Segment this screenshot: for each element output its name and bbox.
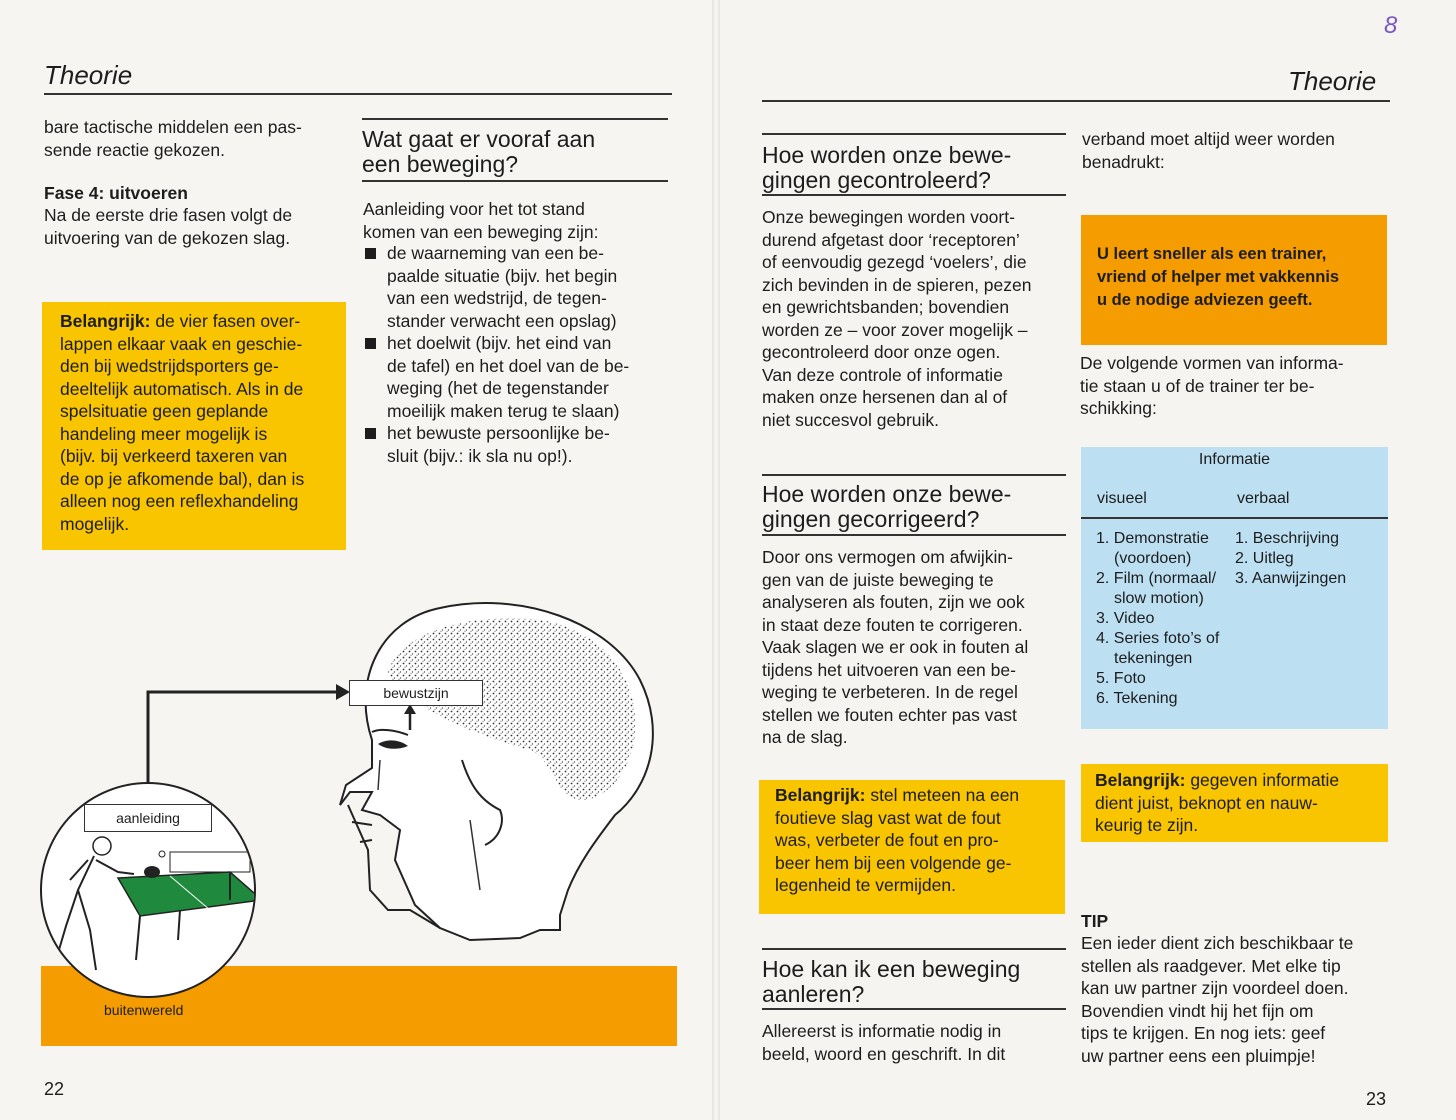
ball-icon bbox=[159, 851, 165, 857]
list-line: weging (het de tegenstander bbox=[387, 378, 609, 398]
after-orange-text bbox=[1080, 352, 1392, 420]
s1-bottom-rule bbox=[762, 194, 1066, 196]
s1-line: of eenvoudig gezegd ‘voelers’, die bbox=[762, 252, 1027, 272]
paddle-icon bbox=[144, 866, 160, 878]
visual-item: slow motion) bbox=[1114, 590, 1204, 607]
mouth bbox=[352, 822, 372, 842]
important-box bbox=[42, 302, 346, 550]
s1-title-line: gingen gecontroleerd? bbox=[762, 167, 991, 193]
intro-line: bare tactische middelen een pas- bbox=[44, 117, 302, 137]
outside-world-label: buitenwereld bbox=[104, 1002, 184, 1018]
list-line: het doelwit (bijv. het eind van bbox=[387, 333, 612, 353]
list-item bbox=[363, 242, 673, 332]
s1-line: maken onze hersenen dan al of bbox=[762, 387, 1008, 407]
verbal-list bbox=[1235, 529, 1346, 589]
tip-body bbox=[1081, 932, 1411, 1067]
important-line bbox=[775, 784, 1065, 807]
s2-line: na de slag. bbox=[762, 727, 848, 747]
tip-line: stellen als raadgever. Met elke tip bbox=[1081, 955, 1341, 976]
important-line: keurig te zijn. bbox=[1095, 815, 1199, 835]
header-rule bbox=[762, 100, 1390, 102]
list-line: moeilijk maken terug te slaan) bbox=[387, 400, 620, 421]
player-head bbox=[93, 837, 111, 855]
list-line: de waarneming van een be- bbox=[387, 243, 604, 263]
tip-line: tips te krijgen. En nog iets: geef bbox=[1081, 1023, 1326, 1043]
tip-line: kan uw partner zijn voordeel doen. bbox=[1081, 978, 1349, 998]
consciousness-label: bewustzijn bbox=[349, 680, 483, 706]
s2-title bbox=[762, 482, 1072, 532]
info-table-title: Informatie bbox=[1198, 451, 1271, 468]
after-orange-line: schikking: bbox=[1080, 398, 1157, 418]
intro-text bbox=[44, 116, 344, 161]
s2-line: Door ons vermogen om afwijkin- bbox=[762, 547, 1013, 567]
page-number: 23 bbox=[1366, 1089, 1387, 1109]
s3-body bbox=[762, 1020, 1072, 1065]
col2-intro bbox=[1082, 128, 1392, 173]
s1-body bbox=[762, 206, 1072, 431]
page-number: 22 bbox=[44, 1079, 65, 1099]
important-line: handeling meer mogelijk is bbox=[60, 423, 268, 444]
trigger-list bbox=[363, 242, 673, 467]
col2-line: verband moet altijd weer worden bbox=[1082, 129, 1335, 149]
list-item bbox=[363, 422, 673, 467]
tip-orange-box bbox=[1081, 215, 1387, 345]
left-page bbox=[0, 0, 714, 1120]
important-line bbox=[1095, 769, 1388, 792]
list-line: van een wedstrijd, de tegen- bbox=[387, 288, 607, 308]
section-top-rule bbox=[362, 118, 668, 120]
section-title bbox=[362, 127, 672, 177]
tip-line: Een ieder dient zich beschikbaar te bbox=[1081, 933, 1354, 953]
verbal-item: 2. Uitleg bbox=[1235, 550, 1294, 567]
important-text: gegeven informatie bbox=[1185, 770, 1340, 790]
important-line: spelsituatie geen geplande bbox=[60, 401, 269, 421]
s2-line: analyseren als fouten, zijn we ook bbox=[762, 592, 1025, 612]
visual-list bbox=[1096, 529, 1219, 709]
tip-title: TIP bbox=[1081, 911, 1109, 931]
important-line: beer hem bij een volgende ge- bbox=[775, 852, 1012, 873]
visual-item: 6. Tekening bbox=[1096, 690, 1178, 707]
s1-line: worden ze – voor zover mogelijk – bbox=[762, 319, 1028, 340]
important-label: Belangrijk: bbox=[1095, 770, 1186, 790]
fase4-title: Fase 4: uitvoeren bbox=[44, 183, 188, 203]
important-label: Belangrijk: bbox=[60, 311, 151, 331]
list-item bbox=[363, 332, 673, 422]
after-orange-line: De volgende vormen van informa- bbox=[1080, 353, 1344, 373]
s3-top-rule bbox=[762, 948, 1066, 950]
important-text: stel meteen na een bbox=[865, 785, 1020, 805]
important-line: de op je afkomende bal), dan is bbox=[60, 468, 305, 489]
important-line: deeltelijk automatisch. Als in de bbox=[60, 378, 304, 399]
s1-line: niet succesvol gebruik. bbox=[762, 409, 940, 430]
s2-line: gen van de juiste beweging te bbox=[762, 569, 994, 590]
visual-item: tekeningen bbox=[1114, 650, 1193, 667]
left-running-header: Theorie bbox=[44, 60, 133, 90]
important-line: lappen elkaar vaak en geschie- bbox=[60, 333, 303, 354]
orange-line: vriend of helper met vakkennis bbox=[1097, 268, 1340, 286]
info-table bbox=[1081, 447, 1388, 729]
important-box-2 bbox=[1081, 764, 1388, 842]
section-intro-line: komen van een beweging zijn: bbox=[363, 221, 599, 242]
fase4-line: Na de eerste drie fasen volgt de bbox=[44, 205, 293, 225]
list-line: stander verwacht een opslag) bbox=[387, 310, 617, 331]
visual-item: (voordoen) bbox=[1114, 550, 1192, 567]
important-line: dient juist, beknopt en nauw- bbox=[1095, 792, 1318, 813]
important-line: alleen nog een reflexhandeling bbox=[60, 491, 299, 511]
s2-top-rule bbox=[762, 474, 1066, 476]
s3-title-line: aanleren? bbox=[762, 981, 865, 1007]
col2-line: benadrukt: bbox=[1082, 151, 1165, 172]
arrow-head bbox=[336, 684, 350, 700]
section-title-line: Wat gaat er vooraf aan bbox=[362, 126, 596, 152]
important-line: den bij wedstrijdsporters ge- bbox=[60, 356, 279, 376]
fase4-body bbox=[44, 204, 344, 249]
s2-line: in staat deze fouten te corrigeren. bbox=[762, 614, 1023, 635]
trigger-label: aanleiding bbox=[84, 804, 212, 832]
s3-title-line: Hoe kan ik een beweging bbox=[762, 956, 1021, 982]
important-line bbox=[60, 310, 346, 333]
s3-line: Allereerst is informatie nodig in bbox=[762, 1021, 1002, 1041]
important-line: (bijv. bij verkeerd taxeren van bbox=[60, 446, 288, 466]
tip-line: Bovendien vindt hij het fijn om bbox=[1081, 1000, 1314, 1021]
visual-item: 5. Foto bbox=[1096, 670, 1146, 687]
verbal-item: 1. Beschrijving bbox=[1235, 530, 1340, 547]
s3-line: beeld, woord en geschrift. In dit bbox=[762, 1043, 1006, 1064]
important-label: Belangrijk: bbox=[775, 785, 866, 805]
s1-line: Van deze controle of informatie bbox=[762, 364, 1003, 385]
s1-line: en gewrichtsbanden; bovendien bbox=[762, 297, 1010, 317]
s1-line: Onze bewegingen worden voort- bbox=[762, 207, 1015, 227]
s2-line: stellen we fouten echter pas vast bbox=[762, 704, 1017, 725]
section-intro bbox=[363, 198, 673, 243]
list-line: paalde situatie (bijv. het begin bbox=[387, 265, 618, 286]
important-line: was, verbeter de fout en pro- bbox=[775, 830, 999, 850]
intro-line: sende reactie gekozen. bbox=[44, 139, 225, 160]
right-page bbox=[720, 0, 1456, 1120]
info-table-rule bbox=[1081, 517, 1388, 519]
visual-item: 2. Film (normaal/ bbox=[1096, 570, 1217, 587]
s1-line: gecontroleerd door onze ogen. bbox=[762, 342, 1001, 362]
s1-title bbox=[762, 143, 1072, 193]
important-text: de vier fasen over- bbox=[150, 311, 301, 331]
important-box-1 bbox=[759, 780, 1065, 914]
list-line: de tafel) en het doel van de be- bbox=[387, 355, 630, 376]
s2-title-line: Hoe worden onze bewe- bbox=[762, 481, 1012, 507]
s2-body bbox=[762, 546, 1072, 749]
s2-title-line: gingen gecorrigeerd? bbox=[762, 506, 980, 532]
verbal-item: 3. Aanwijzingen bbox=[1235, 570, 1347, 587]
corner-mark: 8 bbox=[1384, 12, 1398, 39]
s1-line: zich bevinden in de spieren, pezen bbox=[762, 274, 1032, 295]
right-running-header: Theorie bbox=[1288, 66, 1377, 96]
s2-line: Vaak slagen we er ook in fouten al bbox=[762, 637, 1029, 657]
list-line: sluit (bijv.: ik sla nu op!). bbox=[387, 445, 573, 466]
header-rule bbox=[44, 93, 672, 95]
visual-item: 3. Video bbox=[1096, 610, 1155, 627]
s1-line: durend afgetast door ‘receptoren’ bbox=[762, 229, 1020, 250]
orange-line: u de nodige adviezen geeft. bbox=[1097, 291, 1313, 309]
visual-item: 1. Demonstratie bbox=[1096, 530, 1209, 547]
s1-title-line: Hoe worden onze bewe- bbox=[762, 142, 1012, 168]
section-title-line: een beweging? bbox=[362, 151, 519, 177]
s1-top-rule bbox=[762, 133, 1066, 135]
s2-line: tijdens het uitvoeren van een be- bbox=[762, 659, 1016, 680]
tip-line: uw partner eens een pluimpje! bbox=[1081, 1045, 1316, 1066]
s3-title bbox=[762, 957, 1072, 1007]
after-orange-line: tie staan u of de trainer ter be- bbox=[1080, 375, 1315, 396]
important-line: legenheid te vermijden. bbox=[775, 875, 956, 895]
s2-line: weging te verbeteren. In de regel bbox=[762, 682, 1018, 702]
list-line: het bewuste persoonlijke be- bbox=[387, 423, 610, 443]
s2-bottom-rule bbox=[762, 534, 1066, 536]
important-line: foutieve slag vast wat de fout bbox=[775, 807, 1001, 828]
orange-line: U leert sneller als een trainer, bbox=[1097, 245, 1327, 263]
info-col-verbal: verbaal bbox=[1237, 490, 1290, 507]
visual-item: 4. Series foto’s of bbox=[1096, 630, 1220, 647]
section-bottom-rule bbox=[362, 180, 668, 182]
s3-bottom-rule bbox=[762, 1008, 1066, 1010]
important-line: mogelijk. bbox=[60, 513, 130, 534]
info-col-visual: visueel bbox=[1097, 490, 1147, 507]
section-intro-line: Aanleiding voor het tot stand bbox=[363, 199, 585, 219]
fase4-line: uitvoering van de gekozen slag. bbox=[44, 227, 291, 248]
